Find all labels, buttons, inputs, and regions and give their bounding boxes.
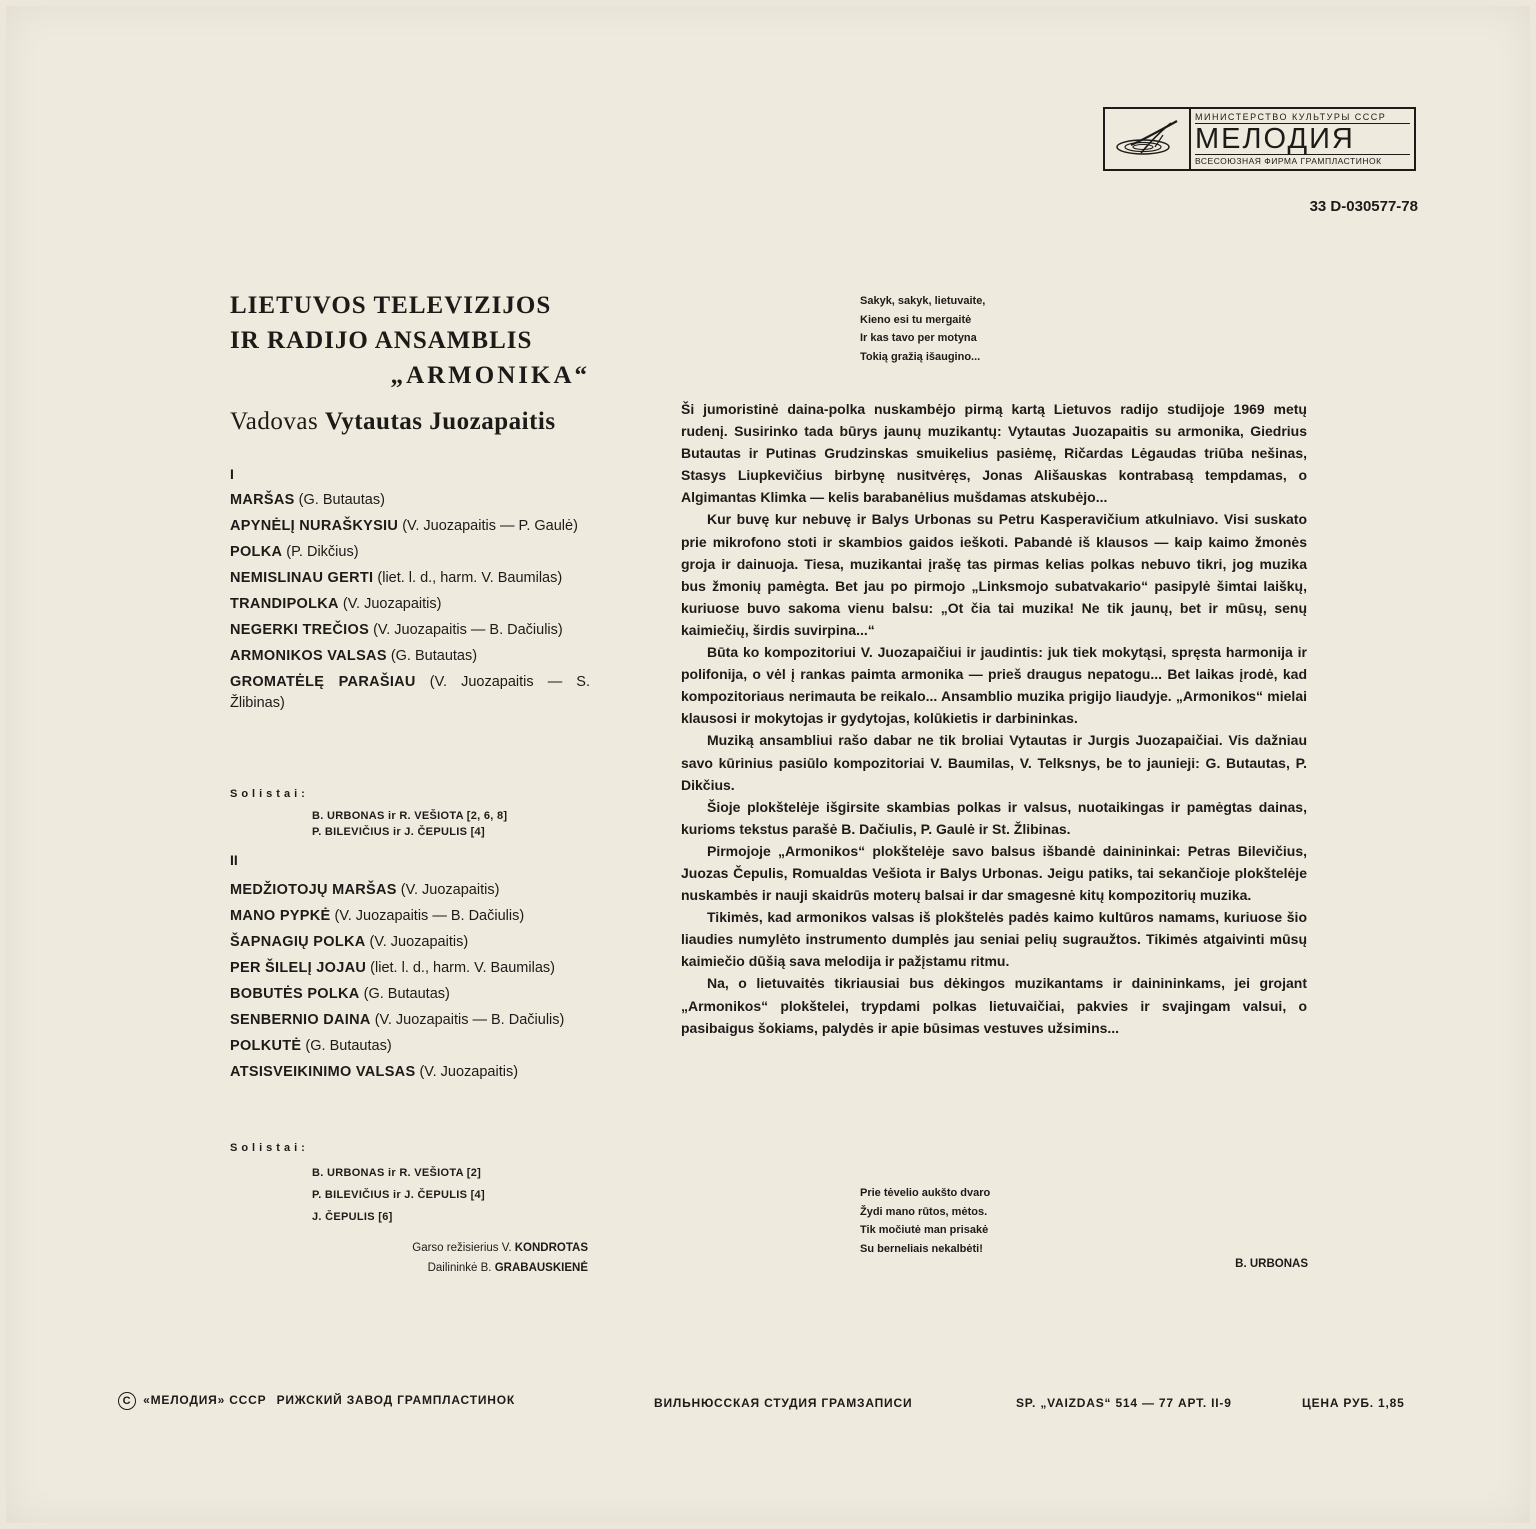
verse-line: Žydi mano rūtos, mėtos. (860, 1205, 988, 1218)
soloist-line: B. URBONAS ir R. VEŠIOTA [2] (312, 1167, 482, 1179)
track-credit: (V. Juozapaitis — B. Dačiulis) (373, 622, 563, 638)
track-title: BOBUTĖS POLKA (230, 986, 360, 1002)
liner-paragraph: Tikimės, kad armonikos valsas iš plokštelės padės kaimo kultūros namams, kuriuose šio liaudies numylėto instrumento dumplės jau seniai pelių sugraužtos. Tikimės atgaivinti mūsų kaimiečio dūšią sava melodija ir pažįstamu ritmu. (681, 909, 1307, 970)
side-1-soloists-label: Solistai: (230, 788, 309, 800)
liner-paragraph: Būta ko kompozitoriui V. Juozapaičiui ir jaudintis: juk tiek mokytąsi, spręsta harmonija ir polifonija, o vėl į rankas paimta armonika — prieš draugus nepatogu... Bet laikas įrodė, kad kompozitoriaus nerimauta be reikalo... Ansamblio muzika prigijo liaudyje. „Armonikos“ mielai klausosi ir mokytojas ir gydytojas, kolūkietis ir darbininkas. (681, 644, 1307, 727)
track-credit: (V. Juozapaitis) (369, 934, 469, 950)
track-title: PER ŠILELĮ JOJAU (230, 960, 367, 976)
liner-notes (681, 398, 1307, 1039)
track-item (230, 646, 590, 667)
track-credit: (G. Butautas) (363, 986, 450, 1002)
artist-label: Dailininkė B. (427, 1262, 492, 1274)
leader-label: Vadovas (230, 408, 319, 435)
logo-text-block (1191, 109, 1414, 169)
track-item (230, 1062, 590, 1083)
track-credit: (V. Juozapaitis) (419, 1064, 519, 1080)
track-title: ŠAPNAGIŲ POLKA (230, 934, 366, 950)
melodiya-record-logo-icon (1105, 109, 1191, 169)
liner-paragraph: Pirmojoje „Armonikos“ plokštelėje savo balsus išbandė dainininkai: Petras Bilevičius, Juozas Čepulis, Romualdas Vešiota ir Balys Urbonas. Jeigu patiks, tai sekančioje plokštelėje nuskambės ir nauji skaidrūs moterų balsai ir dar smagesnė kitų kompozitorių muzika. (681, 842, 1307, 904)
sound-director-credit (300, 1238, 588, 1258)
sound-director-label: Garso režisierius V. (412, 1242, 512, 1254)
track-item (230, 880, 590, 901)
footer-studio: ВИЛЬНЮССКАЯ СТУДИЯ ГРАМЗАПИСИ (654, 1396, 913, 1410)
soloist-line: B. URBONAS ir R. VEŠIOTA [2, 6, 8] (312, 810, 508, 822)
track-item (230, 594, 590, 615)
liner-paragraph: Na, o lietuvaitės tikriausiai bus dėkingos muzikantams ir dainininkams, jei grojant „Armonikos“ plokštelei, trypdami polkas lietuvaičiai, pakvies ir svajingam valsui, o pasibaigus šokiams, palydės ir apie būsimas vestuves užsimins... (681, 975, 1307, 1036)
liner-paragraph: Kur buvę kur nebuvę ir Balys Urbonas su Petru Kasperavičium atkulniavo. Visi suskato prie mikrofono stoti ir skambios gaidos ieškoti. Pabandė iš klausos — kaip kaimo žmonės groja ir dainuoja. Tiesa, muzikantai įrašę tas pirmas kelias polkas nebuvo tikri, jog muzika bus žmonių pamėgta. Bet jau po pirmojo „Linksmojo subatvakario“ pasipylė šimtai laiškų, kuriuose buvo sakoma vienu balsu: „Ot čia tai muzika! Ne tik jaunų, bet ir mūsų, senų kaimiečių, širdis suvirpina...“ (681, 511, 1307, 638)
track-title: GROMATĖLĘ PARAŠIAU (230, 674, 416, 690)
track-title: ARMONIKOS VALSAS (230, 648, 387, 664)
track-item (230, 568, 590, 589)
soloist-line: P. BILEVIČIUS ir J. ČEPULIS [4] (312, 1189, 485, 1201)
verse-line: Tokią gražią išaugino... (860, 350, 981, 363)
side-2-soloists-label: Solistai: (230, 1142, 309, 1154)
verse-top (860, 292, 985, 366)
track-item (230, 672, 590, 714)
track-item (230, 906, 590, 927)
footer-label (118, 1392, 515, 1410)
footer-melodiya: «МЕЛОДИЯ» СССР (143, 1393, 267, 1408)
side-1-tracklist (230, 490, 590, 719)
melodiya-logo (1103, 107, 1416, 171)
track-item (230, 1010, 590, 1031)
record-sleeve-back (6, 6, 1530, 1523)
side-2-soloists (312, 1162, 485, 1228)
track-title: SENBERNIO DAINA (230, 1012, 371, 1028)
soloist-line: J. ČEPULIS [6] (312, 1211, 393, 1223)
title-line-2: IR RADIJO ANSAMBLIS (230, 327, 533, 354)
album-title (230, 288, 592, 393)
soloist-line: P. BILEVIČIUS ir J. ČEPULIS [4] (312, 826, 485, 838)
track-credit: (V. Juozapaitis) (342, 596, 442, 612)
catalog-number: 33 D-030577-78 (1309, 198, 1418, 215)
side-2-label: II (230, 852, 238, 868)
track-credit: (V. Juozapaitis — B. Dačiulis) (374, 1012, 565, 1028)
title-line-3: „ARMONIKA“ (390, 362, 590, 389)
track-credit: (V. Juozapaitis — S. Žlibinas) (230, 674, 591, 711)
verse-line: Kieno esi tu mergaitė (860, 313, 972, 326)
track-credit: (G. Butautas) (298, 492, 385, 508)
footer-plant: РИЖСКИЙ ЗАВОД ГРАМПЛАСТИНОК (276, 1393, 515, 1408)
track-title: MANO PYPKĖ (230, 908, 331, 924)
track-title: APYNĖLĮ NURAŠKYSIU (230, 518, 399, 534)
track-credit: (V. Juozapaitis) (400, 882, 500, 898)
track-credit: (P. Dikčius) (286, 544, 359, 560)
track-title: NEMISLINAU GERTI (230, 570, 374, 586)
title-line-1: LIETUVOS TELEVIZIJOS (230, 292, 552, 319)
track-item (230, 620, 590, 641)
track-credit: (liet. l. d., harm. V. Baumilas) (377, 570, 563, 586)
verse-line: Su berneliais nekalbėti! (860, 1242, 983, 1255)
track-credit: (G. Butautas) (390, 648, 478, 664)
verse-bottom (860, 1184, 990, 1258)
track-item (230, 932, 590, 953)
track-item (230, 958, 590, 979)
track-credit: (V. Juozapaitis — P. Gaulė) (402, 518, 578, 534)
track-title: ATSISVEIKINIMO VALSAS (230, 1064, 416, 1080)
logo-firm: ВСЕСОЮЗНАЯ ФИРМА ГРАМПЛАСТИНОК (1195, 154, 1410, 167)
track-title: NEGERKI TREČIOS (230, 622, 370, 638)
verse-line: Tik močiutė man prisakė (860, 1224, 989, 1236)
track-credit: (liet. l. d., harm. V. Baumilas) (370, 960, 555, 976)
verse-line: Sakyk, sakyk, lietuvaite, (860, 295, 986, 307)
side-1-soloists (312, 808, 507, 840)
verse-line: Ir kas tavo per motyna (860, 332, 977, 344)
track-title: MEDŽIOTOJŲ MARŠAS (230, 882, 397, 898)
track-item (230, 490, 590, 511)
artist-credit (300, 1258, 588, 1278)
liner-paragraph: Muziką ansambliui rašo dabar ne tik broliai Vytautas ir Jurgis Juozapaičiai. Vis dažniau savo kūrinius pasiūlo kompozitoriai V. Baumilas, V. Telksnys, be to jaunieji: G. Butautas, P. Dikčius. (681, 732, 1307, 793)
copyright-icon: C (118, 1392, 136, 1410)
liner-paragraph: Šioje plokštelėje išgirsite skambias polkas ir valsus, nuotaikingas ir pamėgtas dainas, kurioms tekstus parašė B. Dačiulis, P. Gaulė ir St. Žlibinas. (681, 798, 1307, 837)
artist-name: GRABAUSKIENĖ (494, 1262, 588, 1274)
track-title: POLKA (230, 544, 283, 560)
ensemble-leader (230, 408, 592, 436)
track-item (230, 542, 590, 563)
track-title: TRANDIPOLKA (230, 596, 339, 612)
track-item (230, 1036, 590, 1057)
side-2-tracklist (230, 880, 590, 1088)
sound-director-name: KONDROTAS (514, 1242, 588, 1254)
side-1-label: I (230, 466, 234, 482)
logo-ministry: МИНИСТЕРСТВО КУЛЬТУРЫ СССР (1195, 111, 1410, 124)
production-credits (300, 1238, 588, 1278)
track-credit: (G. Butautas) (305, 1038, 392, 1054)
footer-price: ЦЕНА РУБ. 1,85 (1302, 1396, 1405, 1410)
footer-print: SP. „VAIZDAS“ 514 — 77 АРТ. II-9 (1016, 1396, 1232, 1410)
logo-name: МЕЛОДИЯ (1195, 123, 1355, 155)
track-item (230, 984, 590, 1005)
track-title: MARŠAS (230, 492, 295, 508)
track-item (230, 516, 590, 537)
leader-name: Vytautas Juozapaitis (324, 408, 556, 435)
liner-paragraph: Ši jumoristinė daina-polka nuskambėjo pirmą kartą Lietuvos radijo studijoje 1969 metų rudenį. Susirinko tada būrys jaunų muzikantų: Vytautas Juozapaitis su armonika, Giedrius Butautas ir Putinas Grudzinskas smuikelius pasiėmę, Ričardas Lėgaudas triūba nešinas, Stasys Liupkevičius birbynę nusitvėręs, Jonas Ališauskas kontrabasą tempdamas, o Algimantas Klimka — kelis barabanėlius mušdamas atskubėjo... (681, 401, 1307, 506)
author-signature: B. URBONAS (1235, 1258, 1308, 1270)
track-title: POLKUTĖ (230, 1038, 302, 1054)
track-credit: (V. Juozapaitis — B. Dačiulis) (334, 908, 525, 924)
verse-line: Prie tėvelio aukšto dvaro (860, 1187, 991, 1199)
